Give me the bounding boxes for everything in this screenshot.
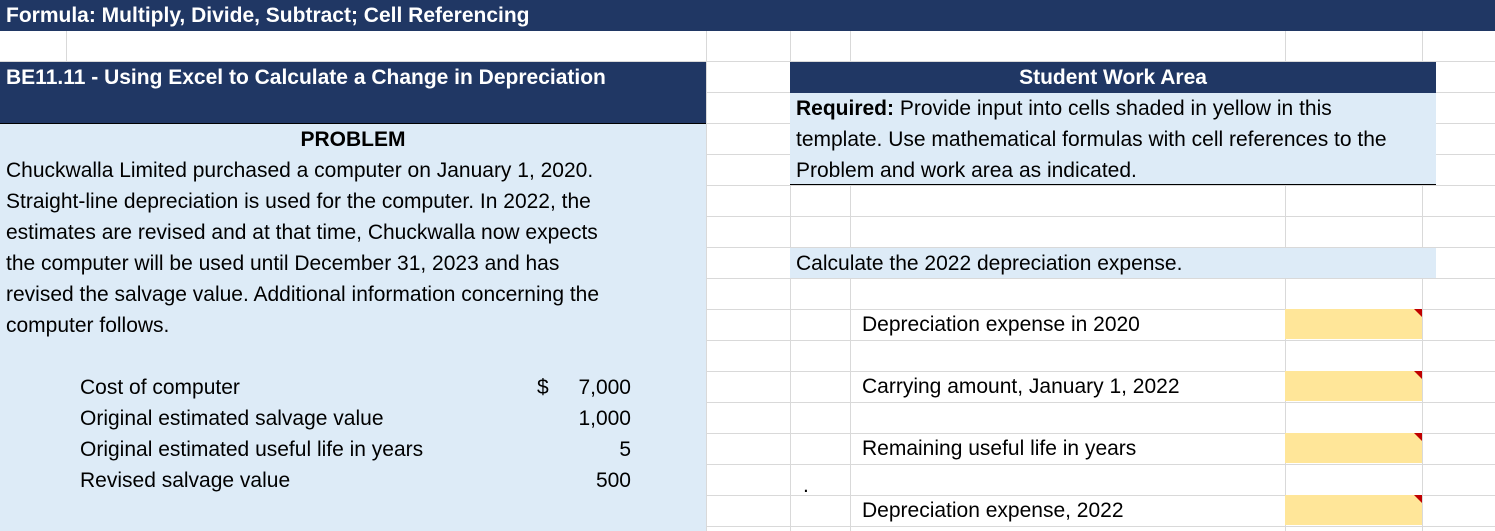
currency-symbol: $	[537, 376, 549, 399]
item-value: 7,000	[578, 376, 631, 399]
task-instruction: Calculate the 2022 depreciation expense.	[790, 248, 1436, 278]
problem-line: estimates are revised and at that time, Chuckwalla now expects	[6, 221, 598, 244]
input-label: Remaining useful life in years	[862, 437, 1137, 460]
required-text: template. Use mathematical formulas with cell references to the	[796, 128, 1387, 151]
item-value: 5	[619, 438, 631, 461]
problem-panel	[0, 124, 706, 531]
item-value: 500	[595, 469, 631, 492]
item-label: Cost of computer	[80, 376, 240, 399]
depreciation-2022-input[interactable]	[1285, 495, 1422, 525]
problem-header-text: BE11.11 - Using Excel to Calculate a Change in Depreciation	[6, 66, 606, 89]
problem-line: Chuckwalla Limited purchased a computer on January 1, 2020.	[6, 159, 594, 182]
problem-line: Straight-line depreciation is used for the computer. In 2022, the	[6, 190, 591, 213]
input-label: Depreciation expense, 2022	[862, 499, 1124, 522]
data-row	[0, 465, 706, 496]
remaining-life-input[interactable]	[1285, 433, 1422, 463]
item-label: Revised salvage value	[80, 469, 291, 492]
data-row	[0, 434, 706, 465]
carrying-amount-input[interactable]	[1285, 371, 1422, 401]
required-note	[790, 93, 1436, 185]
problem-header	[0, 62, 706, 124]
stray-mark: .	[803, 474, 809, 497]
problem-line: revised the salvage value. Additional information concerning the	[6, 283, 600, 306]
problem-line: the computer will be used until December 31, 2023 and has	[6, 252, 560, 275]
required-text: Provide input into cells shaded in yellow in this	[894, 97, 1332, 120]
input-label: Carrying amount, January 1, 2022	[862, 375, 1180, 398]
item-value: 1,000	[578, 407, 631, 430]
data-row	[0, 403, 706, 434]
problem-line: computer follows.	[6, 314, 170, 337]
item-label: Original estimated salvage value	[80, 407, 384, 430]
problem-label: PROBLEM	[300, 128, 406, 151]
data-table	[0, 372, 706, 496]
depreciation-2020-input[interactable]	[1285, 309, 1422, 339]
required-text: Problem and work area as indicated.	[796, 159, 1137, 182]
input-label: Depreciation expense in 2020	[862, 313, 1140, 336]
work-area-header: Student Work Area	[790, 62, 1436, 93]
required-label: Required:	[796, 97, 895, 120]
item-label: Original estimated useful life in years	[80, 438, 424, 461]
sheet-title: Formula: Multiply, Divide, Subtract; Cell Referencing	[0, 0, 1495, 31]
data-row	[0, 372, 706, 403]
